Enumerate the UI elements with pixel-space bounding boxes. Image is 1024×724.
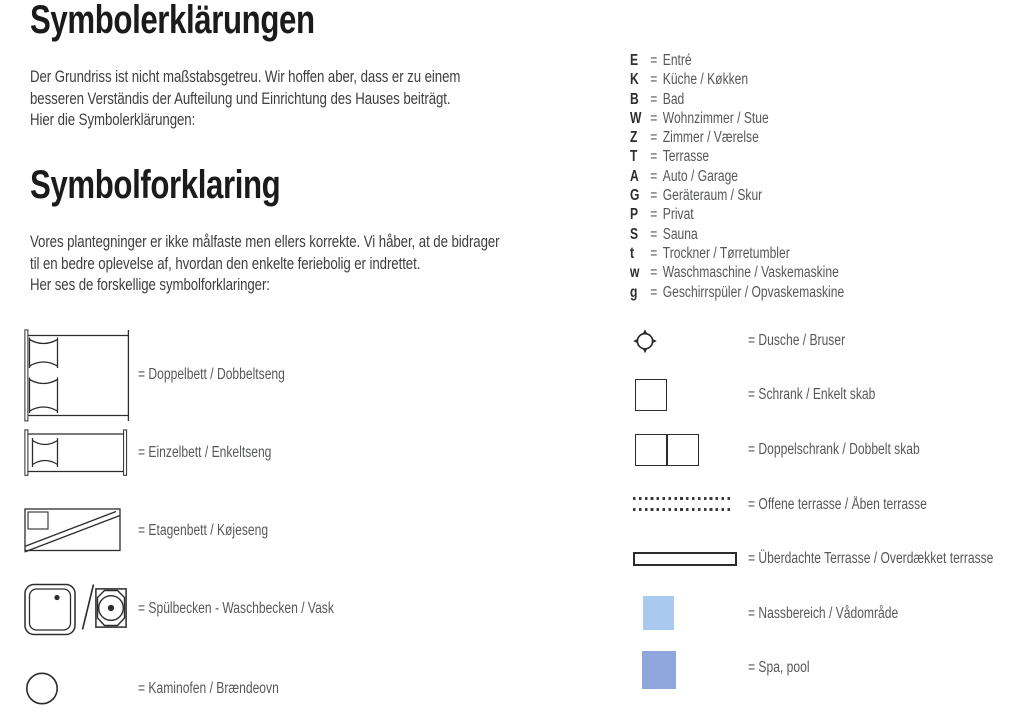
sink-icon bbox=[24, 583, 76, 636]
abbr-letter: g bbox=[630, 283, 638, 301]
intro-danish-line: Her ses de forskellige symbolforklaringer: bbox=[30, 275, 270, 294]
wet-area-label: = Nassbereich / Vådområde bbox=[748, 605, 899, 622]
abbr-letter: T bbox=[630, 148, 638, 166]
abbreviation-row bbox=[630, 225, 844, 244]
equals-sign: = bbox=[650, 90, 658, 108]
spa-pool-swatch bbox=[642, 651, 676, 689]
intro-danish-line: Vores plantegninger er ikke målfaste men ellers korrekte. Vi håber, at de bidrager bbox=[30, 232, 500, 251]
double-bed-label: = Doppelbett / Dobbeltseng bbox=[138, 366, 285, 383]
bunk-bed-label: = Etagenbett / Køjeseng bbox=[138, 522, 269, 539]
intro-german-line: Der Grundriss ist nicht maßstabsgetreu. Wir hoffen aber, dass er zu einem bbox=[30, 67, 461, 86]
abbreviation-row bbox=[630, 186, 844, 205]
abbr-meaning: Geräteraum / Skur bbox=[662, 187, 763, 205]
open-terrace-label: = Offene terrasse / Åben terrasse bbox=[748, 496, 927, 513]
double-bed-icon bbox=[24, 329, 132, 422]
abbr-meaning: Sauna bbox=[662, 225, 698, 243]
abbr-letter: A bbox=[630, 167, 639, 185]
abbreviation-row bbox=[630, 90, 844, 109]
single-bed-label: = Einzelbett / Enkeltseng bbox=[138, 444, 272, 461]
intro-german-line: besseren Verständis der Aufteilung und Einrichtung des Hauses beiträgt. bbox=[30, 88, 451, 108]
abbreviation-row bbox=[630, 147, 844, 166]
abbreviation-list bbox=[630, 51, 844, 302]
abbr-meaning: Küche / Køkken bbox=[662, 71, 749, 89]
abbr-letter: Z bbox=[630, 129, 638, 147]
intro-german bbox=[30, 66, 460, 131]
abbr-letter: P bbox=[630, 206, 639, 224]
abbr-letter: t bbox=[630, 244, 635, 262]
abbr-letter: S bbox=[630, 225, 639, 243]
open-terrace-icon bbox=[633, 497, 731, 511]
abbr-meaning: Entré bbox=[662, 52, 692, 69]
intro-german-line: Hier die Symbolerklärungen: bbox=[30, 110, 196, 129]
equals-sign: = bbox=[650, 225, 658, 243]
abbreviation-row bbox=[630, 244, 844, 263]
covered-terrace-icon bbox=[633, 552, 737, 566]
page-title-danish: Symbolforklaring bbox=[30, 163, 281, 207]
bunk-bed-icon bbox=[24, 507, 122, 553]
equals-sign: = bbox=[650, 167, 658, 185]
abbr-letter: E bbox=[630, 52, 639, 69]
abbreviation-row bbox=[630, 51, 844, 70]
equals-sign: = bbox=[650, 52, 658, 69]
abbr-letter: K bbox=[630, 71, 639, 89]
equals-sign: = bbox=[650, 129, 658, 147]
abbreviation-row bbox=[630, 283, 844, 302]
abbreviation-row bbox=[630, 128, 844, 147]
sink-label: = Spülbecken - Waschbecken / Vask bbox=[138, 600, 334, 617]
abbreviation-row bbox=[630, 205, 844, 224]
wet-area-swatch bbox=[643, 596, 674, 630]
dotted-row bbox=[633, 508, 731, 511]
equals-sign: = bbox=[650, 71, 658, 89]
equals-sign: = bbox=[650, 187, 658, 205]
abbreviation-row bbox=[630, 167, 844, 186]
equals-sign: = bbox=[650, 264, 658, 282]
shower-label: = Dusche / Bruser bbox=[748, 332, 846, 349]
wood-stove-label: = Kaminofen / Brændeovn bbox=[138, 680, 279, 697]
abbreviation-row bbox=[630, 263, 844, 282]
single-bed-icon bbox=[24, 429, 130, 477]
abbr-meaning: Geschirrspüler / Opvaskemaskine bbox=[662, 283, 845, 301]
abbr-letter: W bbox=[630, 109, 642, 127]
intro-danish-line: til en bedre oplevelse af, hvordan den enkelte feriebolig er indrettet. bbox=[30, 253, 421, 273]
abbr-meaning: Terrasse bbox=[662, 148, 710, 166]
abbr-meaning: Bad bbox=[662, 90, 685, 108]
washbasin-icon bbox=[95, 588, 127, 628]
spa-pool-label: = Spa, pool bbox=[748, 659, 810, 676]
abbr-letter: G bbox=[630, 187, 640, 205]
abbr-meaning: Zimmer / Værelse bbox=[662, 129, 759, 147]
covered-terrace-label: = Überdachte Terrasse / Overdækket terrasse bbox=[748, 550, 994, 567]
equals-sign: = bbox=[650, 244, 658, 262]
abbr-meaning: Waschmaschine / Vaskemaskine bbox=[662, 264, 839, 282]
double-wardrobe-icon bbox=[635, 434, 699, 466]
equals-sign: = bbox=[650, 109, 658, 127]
page-title-german: Symbolerklärungen bbox=[30, 0, 315, 42]
shower-icon bbox=[632, 328, 658, 354]
equals-sign: = bbox=[650, 283, 658, 301]
dotted-row bbox=[633, 497, 731, 500]
double-wardrobe-label: = Doppelschrank / Dobbelt skab bbox=[748, 441, 920, 458]
single-wardrobe-label: = Schrank / Enkelt skab bbox=[748, 386, 876, 403]
abbr-letter: B bbox=[630, 90, 639, 108]
abbr-meaning: Auto / Garage bbox=[662, 167, 739, 185]
wood-stove-icon bbox=[25, 672, 61, 706]
abbr-meaning: Trockner / Tørretumbler bbox=[662, 244, 790, 262]
abbreviation-row bbox=[630, 109, 844, 128]
abbr-letter: w bbox=[630, 264, 640, 282]
abbr-meaning: Wohnzimmer / Stue bbox=[662, 109, 769, 127]
single-wardrobe-icon bbox=[635, 379, 667, 411]
wardrobe-divider bbox=[666, 435, 668, 465]
equals-sign: = bbox=[650, 206, 658, 224]
equals-sign: = bbox=[650, 148, 658, 166]
abbreviation-row bbox=[630, 70, 844, 89]
intro-danish bbox=[30, 231, 500, 296]
abbr-meaning: Privat bbox=[662, 206, 694, 224]
